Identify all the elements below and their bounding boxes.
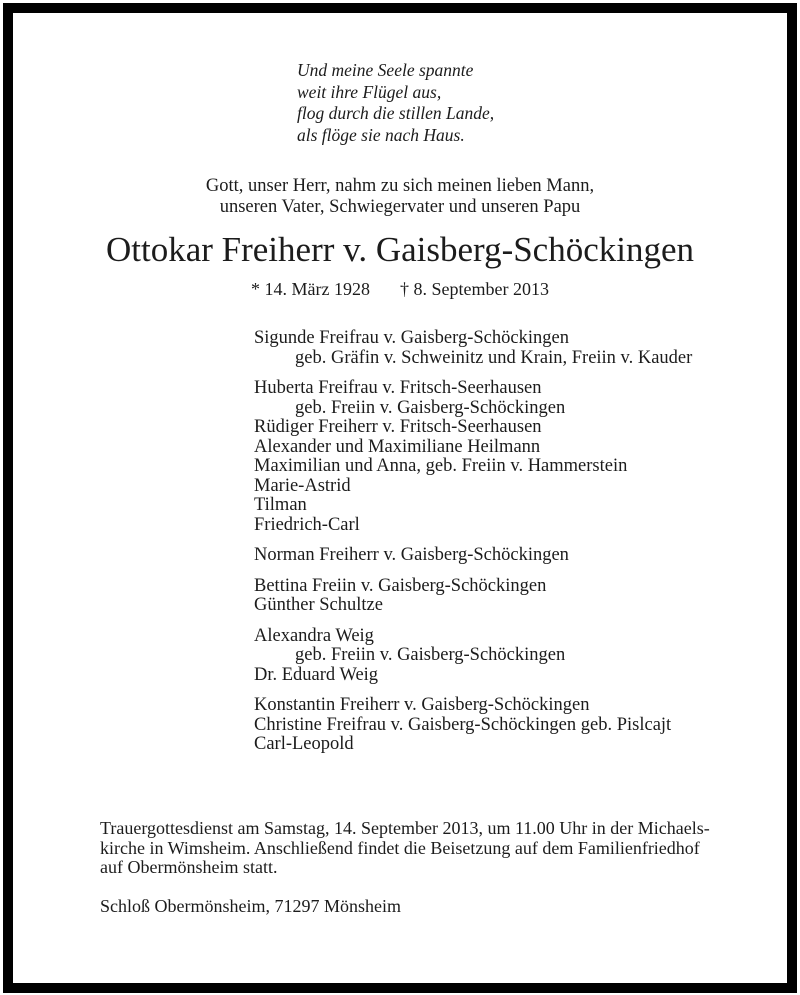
mourner-line: Norman Freiherr v. Gaisberg-Schöckingen — [254, 545, 569, 565]
mourner-line: Konstantin Freiherr v. Gaisberg-Schöckingen — [254, 695, 590, 715]
funeral-line: Trauergottesdienst am Samstag, 14. September 2013, um 11.00 Uhr in der Michaels- — [100, 818, 710, 838]
mourners-list — [254, 329, 692, 766]
mourner-line: geb. Gräfin v. Schweinitz und Krain, Freiin v. Kauder — [295, 347, 693, 368]
mourner-line: Alexandra Weig — [254, 625, 374, 646]
poem-line: weit ihre Flügel aus, — [297, 81, 442, 102]
funeral-info — [100, 819, 710, 878]
mourner-line: Maximilian und Anna, geb. Freiin v. Hammerstein — [254, 456, 628, 476]
mourner-line: geb. Freiin v. Gaisberg-Schöckingen — [295, 397, 566, 418]
mourner-line: Friedrich-Carl — [254, 514, 360, 535]
mourner-line: geb. Freiin v. Gaisberg-Schöckingen — [295, 645, 566, 665]
mourner-group-family-5 — [254, 696, 692, 755]
mourner-line: Marie-Astrid — [254, 475, 351, 496]
birth-date: * 14. März 1928 — [251, 279, 370, 299]
mourner-group-family-1 — [254, 379, 692, 535]
death-date: † 8. September 2013 — [400, 279, 549, 299]
intro-text — [13, 176, 787, 218]
poem-line: flog durch die stillen Lande, — [297, 103, 495, 124]
deceased-name: Ottokar Freiherr v. Gaisberg-Schöckingen — [105, 230, 695, 269]
mourner-line: Sigunde Freifrau v. Gaisberg-Schöckingen — [254, 328, 569, 348]
mourner-line: Rüdiger Freiherr v. Fritsch-Seerhausen — [254, 417, 542, 437]
mourner-group-family-4 — [254, 627, 692, 686]
mourner-line: Carl-Leopold — [254, 734, 354, 754]
mourner-line: Huberta Freifrau v. Fritsch-Seerhausen — [254, 378, 542, 398]
intro-line: unseren Vater, Schwiegervater und unseren Papu — [219, 197, 581, 217]
mourner-line: Christine Freifrau v. Gaisberg-Schöckingen geb. Pislcajt — [254, 714, 672, 735]
mourner-group-widow — [254, 329, 692, 368]
poem-line: Und meine Seele spannte — [297, 60, 474, 80]
funeral-line: kirche in Wimsheim. Anschließend findet die Beisetzung auf dem Familienfriedhof — [100, 837, 700, 858]
mourner-line: Alexander und Maximiliane Heilmann — [254, 436, 541, 457]
mourner-line: Günther Schultze — [254, 595, 383, 615]
poem-line: als flöge sie nach Haus. — [297, 125, 465, 146]
funeral-line: auf Obermönsheim statt. — [100, 857, 278, 878]
mourner-line: Tilman — [254, 495, 307, 515]
mourner-group-family-3 — [254, 577, 692, 616]
mourner-group-family-2 — [254, 546, 692, 566]
address-line: Schloß Obermönsheim, 71297 Mönsheim — [100, 896, 401, 916]
life-dates — [13, 278, 787, 300]
mourner-line: Bettina Freiin v. Gaisberg-Schöckingen — [254, 575, 547, 596]
intro-line: Gott, unser Herr, nahm zu sich meinen lieben Mann, — [205, 176, 595, 196]
mourner-line: Dr. Eduard Weig — [254, 664, 379, 685]
poem — [297, 60, 494, 147]
